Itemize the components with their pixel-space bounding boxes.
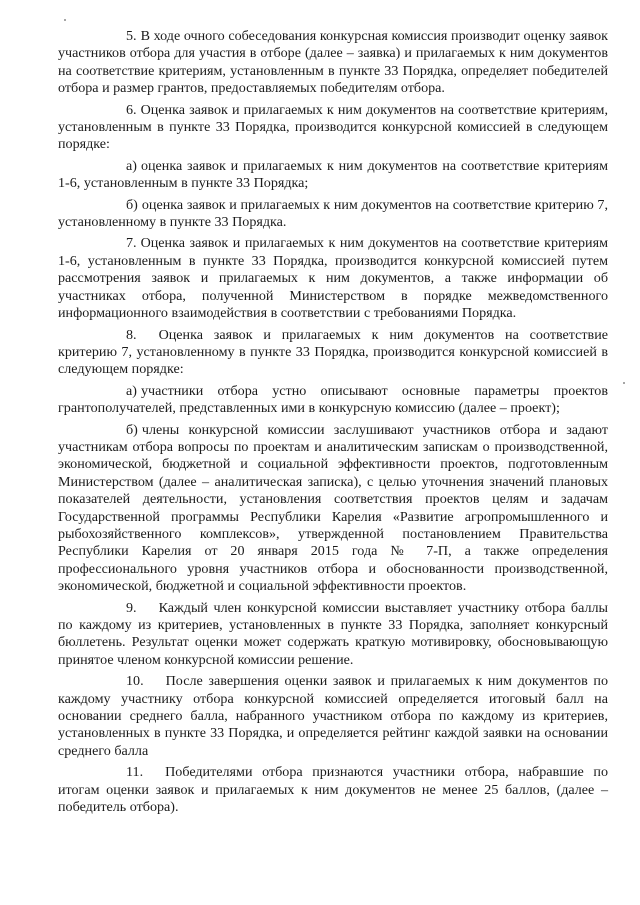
paragraph-text: Оценка заявок и прилагаемых к ним документов на соответствие критериям, установленным в пункте 33 Порядка, производится конкурсной комиссией в следующем порядке: bbox=[58, 101, 608, 153]
paragraph-text: участники отбора устно описывают основные параметры проектов грантополучателей, представленных ими в конкурсную комиссию (далее – проект); bbox=[58, 382, 608, 417]
paragraph-number: 9. bbox=[126, 599, 137, 616]
paragraph-number: б) bbox=[126, 421, 138, 438]
paragraph-8b bbox=[58, 422, 608, 596]
paragraph-number: 5. bbox=[126, 28, 137, 44]
scan-speck bbox=[623, 382, 625, 384]
paragraph-text: Оценка заявок и прилагаемых к ним документов на соответствие критерию 7, установленному в пункте 33 Порядка, производится конкурсной комиссией в следующем порядке: bbox=[58, 326, 608, 378]
paragraph-text: члены конкурсной комиссии заслушивают участников отбора и задают участникам отбора вопросы по проектам и аналитическим запискам о производственной, экономической, бюджетной и социальной эффективности проектов, подготовленным Министерством (далее – аналитическая записка), с целью уточнения значений плановых показателей деятельности, установления соответствия проектов целям и задачам Государственной программы Республики Карелия «Развитие агропромышленного и рыбохозяйственного комплексов», утвержденной постановлением Правительства Республики Карелия от 20 января 2015 года № 7-П, а также определения профессионального уровня участников отбора и обоснованности производственной, экономической, бюджетной и социальной эффективности проектов. bbox=[58, 421, 608, 595]
paragraph-text: оценка заявок и прилагаемых к ним документов на соответствие критериям 1-6, установленным в пункте 33 Порядка; bbox=[58, 157, 608, 192]
paragraph-number: 7. bbox=[126, 235, 137, 252]
paragraph-text: Победителями отбора признаются участники отбора, набравшие по итогам оценки заявок и прилагаемых к ним документов не менее 25 баллов, (далее – победитель отбора). bbox=[58, 764, 608, 816]
paragraph-number: б) bbox=[126, 196, 138, 213]
paragraph-number: 11. bbox=[126, 764, 144, 781]
paragraph-8a bbox=[58, 383, 608, 418]
scan-speck bbox=[64, 19, 66, 21]
paragraph-number: 8. bbox=[126, 326, 137, 343]
paragraph-6a bbox=[58, 158, 608, 193]
paragraph-number: 10. bbox=[126, 673, 144, 690]
paragraph-number: 6. bbox=[126, 101, 137, 118]
paragraph-number: а) bbox=[126, 157, 137, 174]
paragraph-text: В ходе очного собеседования конкурсная комиссия производит оценку заявок участников отбора для участия в отборе (далее – заявка) и прилагаемых к ним документов на соответствие критериям, установленным в пункте 33 Порядка, определяет победителей отбора и размер грантов, предоставляемых победителям отбора. bbox=[58, 28, 608, 97]
paragraph-text: После завершения оценки заявок и прилагаемых к ним документов по каждому участнику отбора конкурсной комиссией определяется итоговый балл на основании среднего балла, набранного участником отбора по каждому из критериев, установленных в пункте 33 Порядка, и определяется рейтинг каждой заявки на основании среднего балла bbox=[58, 673, 608, 759]
paragraph-number: а) bbox=[126, 382, 137, 399]
paragraph-text: Оценка заявок и прилагаемых к ним документов на соответствие критериям 1-6, установленным в пункте 33 Порядка, производится конкурсной комиссией путем рассмотрения заявок и прилагаемых к ним документов, а также информации об участниках отбора, полученной Министерством в порядке межведомственного информационного взаимодействия в соответствии с требованиями Порядка. bbox=[58, 235, 608, 322]
paragraph-8 bbox=[58, 327, 608, 379]
paragraph-text: Каждый член конкурсной комиссии выставляет участнику отбора баллы по каждому из критериев, установленных в пункте 33 Порядка, заполняет конкурсный бюллетень. Результат оценки может содержать краткую мотивировку, обосновывающую принятое членом конкурсной комиссии решение. bbox=[58, 599, 608, 668]
paragraph-6b bbox=[58, 197, 608, 232]
paragraph-9 bbox=[58, 600, 608, 670]
paragraph-7 bbox=[58, 235, 608, 322]
paragraph-5 bbox=[58, 28, 608, 98]
paragraph-10 bbox=[58, 673, 608, 760]
paragraph-11 bbox=[58, 764, 608, 816]
paragraph-6 bbox=[58, 102, 608, 154]
document-body bbox=[58, 28, 608, 816]
paragraph-text: оценка заявок и прилагаемых к ним документов на соответствие критерию 7, установленному в пункте 33 Порядка. bbox=[58, 196, 608, 231]
